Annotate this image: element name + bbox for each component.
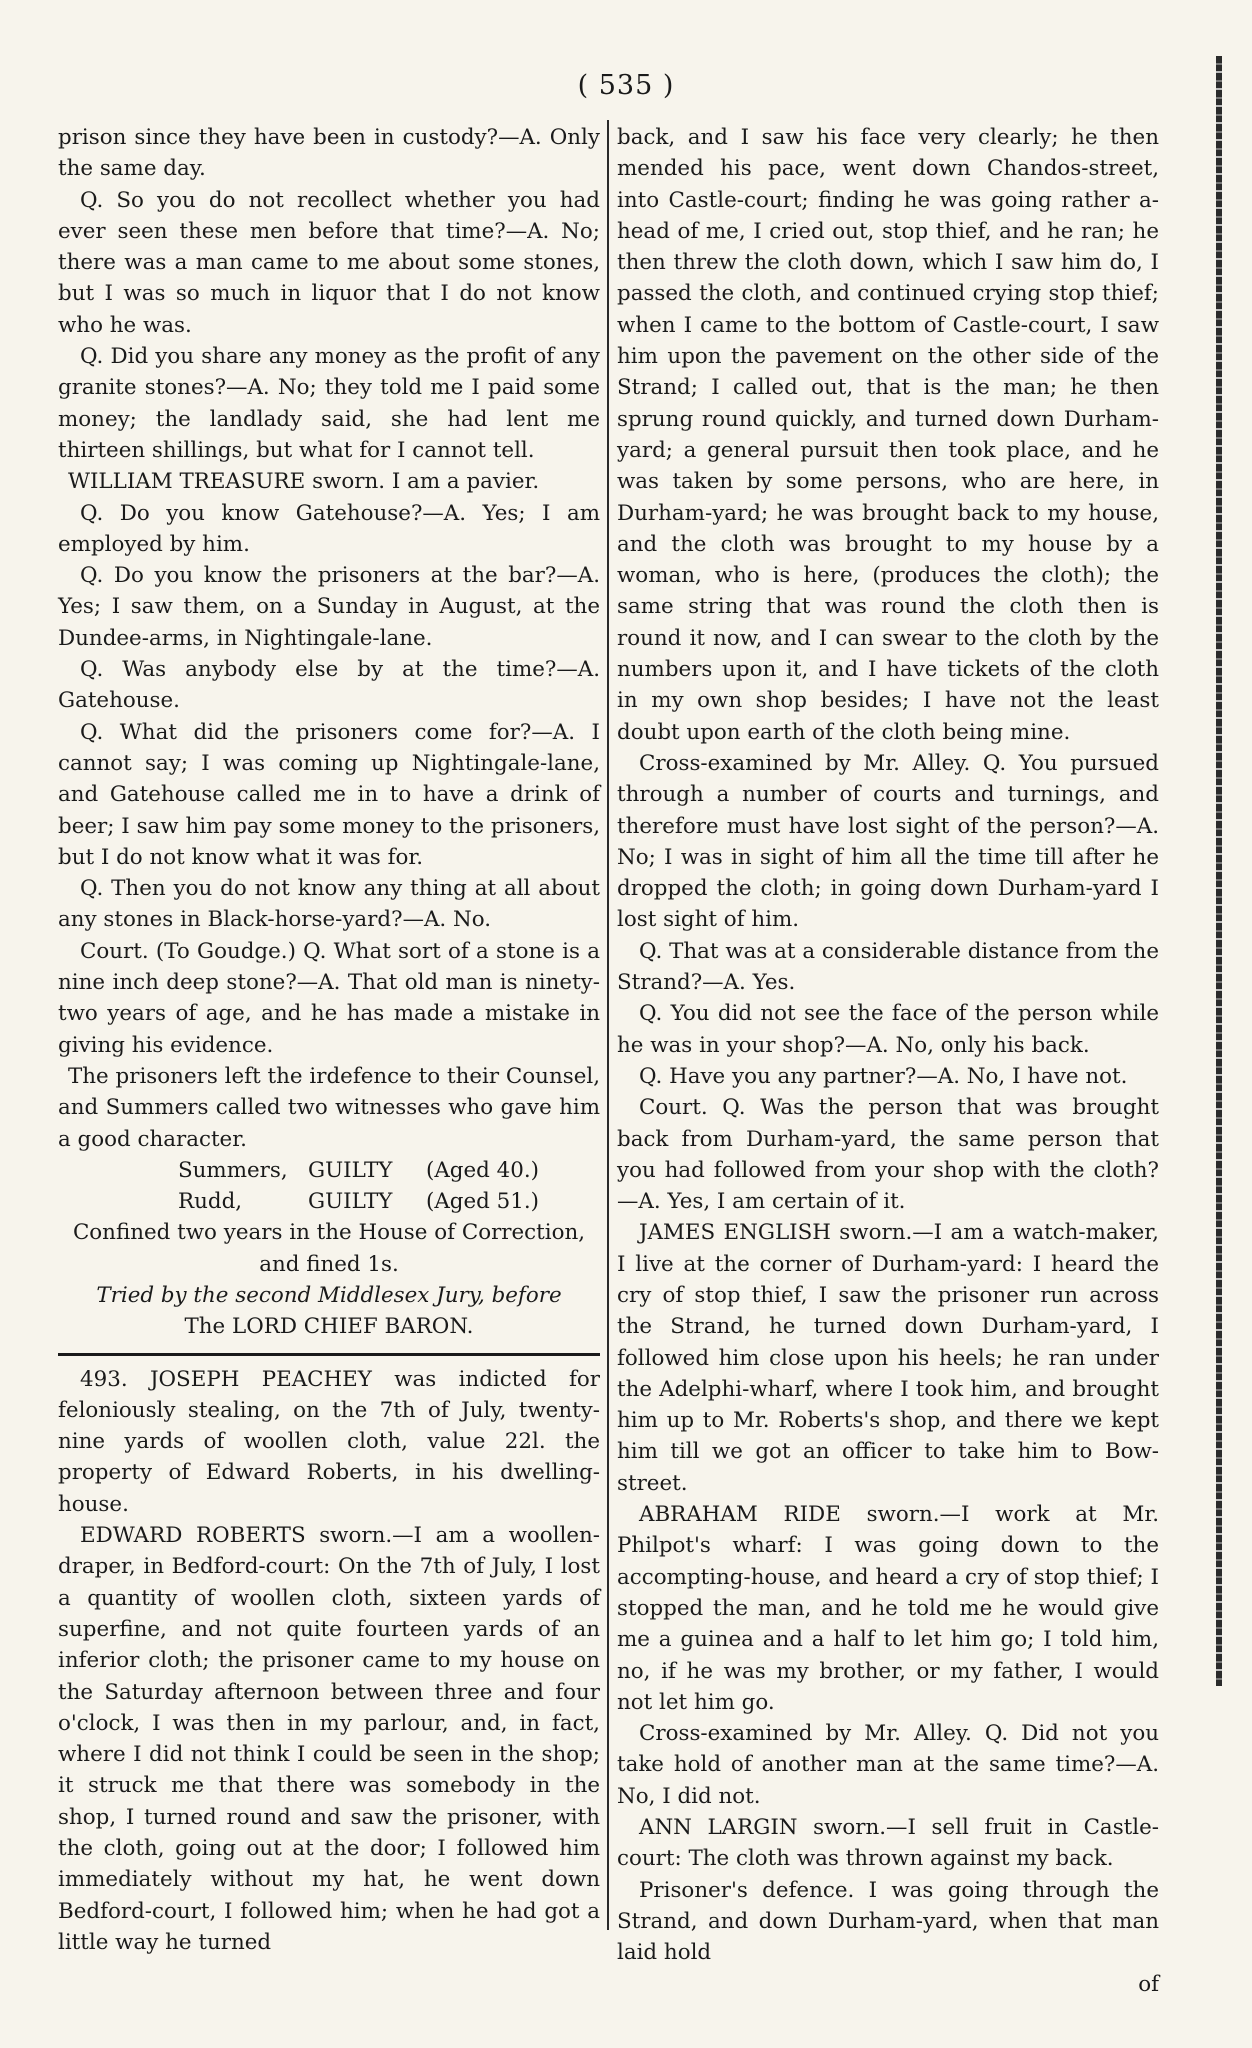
defendant-age: (Aged 40.)	[426, 1157, 540, 1183]
paragraph: Q. You did not see the face of the person while he was in your shop?—A. No, only his back.	[617, 1001, 1159, 1058]
paragraph: Court. Q. Was the person that was brought back from Durham-yard, the same person that you had followed from your shop with the cloth?—A. Yes, I am certain of it.	[617, 1095, 1159, 1215]
verdict-row	[178, 1155, 600, 1186]
paragraph: Q. Did you share any money as the profit of any granite stones?—A. No; they told me I paid some money; the landlady said, she had lent me thirteen shillings, but what for I cannot tell.	[58, 344, 600, 463]
catchword: of	[1138, 1971, 1159, 1997]
paragraph: Cross-examined by Mr. Alley. Q. Did not you take hold of another man at the same time?—A. No, I did not.	[617, 1721, 1159, 1809]
paragraph: ANN LARGIN sworn.—I sell fruit in Castle-court: The cloth was thrown against my back.	[617, 1815, 1159, 1872]
right-column	[617, 122, 1159, 2000]
sentence: Confined two years in the House of Correction, and fined 1s.	[72, 1220, 586, 1277]
paragraph: Q. Do you know the prisoners at the bar?—A. Yes; I saw them, on a Sunday in August, at the Dundee-arms, in Nightingale-lane.	[58, 563, 600, 651]
right-page-edge	[1216, 56, 1222, 1686]
case-separator	[58, 1353, 600, 1356]
defendant-name: Summers,	[178, 1157, 288, 1183]
paragraph: ABRAHAM RIDE sworn.—I work at Mr. Philpot's wharf: I was going down to the accompting-house, and heard a cry of stop thief; I stopped the man, and he told me he would give me a guinea and a half to let him go; I told him, no, if he was my brother, or my father, I would not let him go.	[617, 1502, 1159, 1715]
paragraph: WILLIAM TREASURE sworn. I am a pavier.	[68, 469, 540, 495]
tried-by-line-1: Tried by the second Middlesex Jury, before	[96, 1282, 562, 1308]
paragraph: The prisoners left the irdefence to their Counsel, and Summers called two witnesses who gave him a good character.	[58, 1063, 600, 1152]
page-number: ( 535 )	[577, 70, 675, 101]
paragraph: Q. That was at a considerable distance from the Strand?—A. Yes.	[617, 938, 1159, 996]
paragraph: Cross-examined by Mr. Alley. Q. You pursued through a number of courts and turnings, and therefore must have lost sight of the person?—A. No; I was in sight of him all the time till after he dropped the cloth; in going down Durham-yard I lost sight of him.	[617, 750, 1159, 933]
verdict-row	[178, 1186, 600, 1217]
case-heading: 493. JOSEPH PEACHEY was indicted for feloniously stealing, on the 7th of July, twenty-nine yards of woollen cloth, value 22l. the property of Edward Roberts, in his dwelling-house.	[58, 1366, 600, 1517]
paragraph: JAMES ENGLISH sworn.—I am a watch-maker, I live at the corner of Durham-yard: I heard the cry of stop thief, I saw the prisoner run across the Strand, he turned down Durham-yard, I followed him close upon his heels; he ran under the Adelphi-wharf, where I took him, and brought him up to Mr. Roberts's shop, and there we kept him till we got an officer to take him to Bow-street.	[617, 1220, 1159, 1496]
column-divider	[607, 120, 609, 1930]
paragraph: Prisoner's defence. I was going through the Strand, and down Durham-yard, when that man laid hold	[617, 1877, 1159, 1966]
verdict: GUILTY	[308, 1189, 393, 1215]
paragraph: Q. What did the prisoners come for?—A. I cannot say; I was coming up Nightingale-lane, and Gatehouse called me in to have a drink of beer; I saw him pay some money to the prisoners, but I do not know what it was for.	[58, 719, 600, 870]
paragraph: Court. (To Goudge.) Q. What sort of a stone is a nine inch deep stone?—A. That old man is ninety-two years of age, and he has made a mistake in giving his evidence.	[58, 938, 600, 1058]
paragraph: Q. So you do not recollect whether you had ever seen these men before that time?—A. No; there was a man came to me about some stones, but I was so much in liquor that I do not know who he was.	[58, 187, 600, 338]
paragraph: Q. Then you do not know any thing at all about any stones in Black-horse-yard?—A. No.	[58, 876, 600, 933]
defendant-age: (Aged 51.)	[426, 1189, 540, 1215]
verdict: GUILTY	[308, 1157, 393, 1183]
paragraph: EDWARD ROBERTS sworn.—I am a woollen-draper, in Bedford-court: On the 7th of July, I lost a quantity of woollen cloth, sixteen yards of superfine, and not quite fourteen yards of an inferior cloth; the prisoner came to my house on the Saturday afternoon between three and four o'clock, I was then in my parlour, and, in fact, where I did not think I could be seen in the shop; it struck me that there was somebody in the shop, I turned round and saw the prisoner, with the cloth, going out at the door; I followed him immediately without my hat, he went down Bedford-court, I followed him; when he had got a little way he turned	[58, 1523, 600, 1955]
paragraph: Q. Was anybody else by at the time?—A. Gatehouse.	[58, 657, 600, 714]
paragraph: Q. Have you any partner?—A. No, I have not.	[639, 1063, 1128, 1089]
defendant-name: Rudd,	[178, 1189, 243, 1215]
paragraph: prison since they have been in custody?—A. Only the same day.	[58, 125, 600, 182]
tried-by-line-2: The LORD CHIEF BARON.	[184, 1314, 474, 1340]
paragraph: back, and I saw his face very clearly; he then mended his pace, went down Chandos-street, into Castle-court; finding he was going rather a-head of me, I cried out, stop thief, and he ran; he then threw the cloth down, which I saw him do, I passed the cloth, and continued crying stop thief; when I came to the bottom of Castle-court, I saw him upon the pavement on the other side of the Strand; I called out, that is the man; he then sprung round quickly, and turned down Durham-yard; a general pursuit then took place, and he was taken by some persons, who are here, in Durham-yard; he was brought back to my house, and the cloth was brought to my house by a woman, who is here, (produces the cloth); the same string that was round the cloth then is round it now, and I can swear to the cloth by the numbers upon it, and I have tickets of the cloth in my own shop besides; I have not the least doubt upon earth of the cloth being mine.	[617, 125, 1159, 745]
left-column	[58, 122, 600, 1958]
paragraph: Q. Do you know Gatehouse?—A. Yes; I am employed by him.	[58, 500, 600, 557]
